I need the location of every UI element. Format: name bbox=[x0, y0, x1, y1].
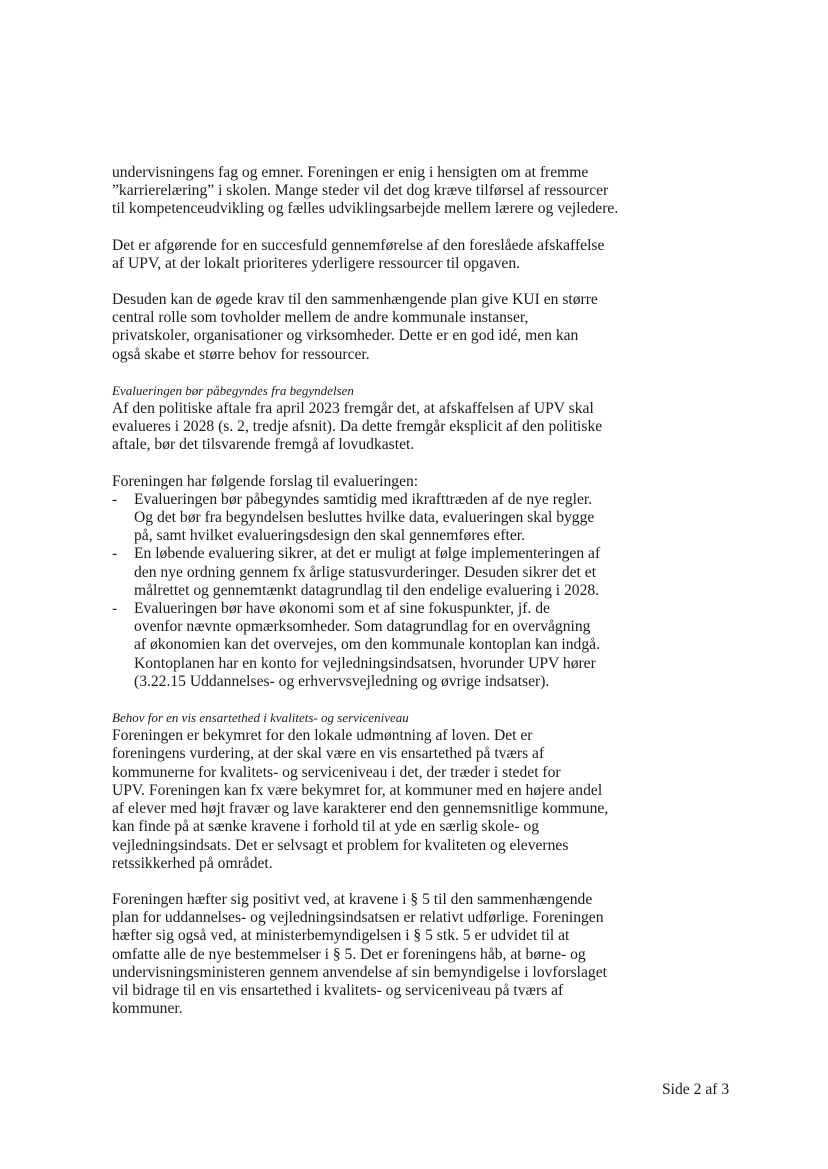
list-item bbox=[112, 545, 732, 600]
evaluation-intro bbox=[112, 473, 732, 491]
text-line: kommuner. bbox=[112, 1000, 183, 1018]
text-line: Foreningen hæfter sig positivt ved, at kravene i § 5 til den sammenhængende bbox=[112, 890, 593, 908]
bullet-dash: - bbox=[112, 490, 118, 508]
paragraph-career-learning bbox=[112, 164, 732, 219]
text-line: Og det bør fra begyndelsen besluttes hvilke data, evalueringen skal bygge bbox=[134, 509, 595, 527]
text-line: evalueres i 2028 (s. 2, tredje afsnit). Da dette fremgår eksplicit af den politiske bbox=[112, 418, 603, 436]
text-line: den nye ordning gennem fx årlige statusvurderinger. Desuden sikrer det et bbox=[134, 563, 597, 581]
text-line: undervisningsministeren gennem anvendelse af sin bemyndigelse i lovforslaget bbox=[112, 963, 607, 981]
text-line: undervisningens fag og emner. Foreningen er enig i hensigten om at fremme bbox=[112, 164, 589, 181]
text-line: Foreningen har følgende forslag til evalueringen: bbox=[112, 472, 419, 490]
section-uniformity bbox=[112, 709, 732, 873]
evaluation-proposal-list bbox=[112, 491, 732, 691]
bullet-dash: - bbox=[112, 545, 118, 563]
text-line: Det er afgørende for en succesfuld gennemførelse af den foreslåede afskaffelse bbox=[112, 236, 605, 254]
text-line: kommunerne for kvalitets- og serviceniveau i det, der træder i stedet for bbox=[112, 763, 561, 781]
text-line: på, samt hvilket evalueringsdesign den skal gennemføres efter. bbox=[134, 527, 526, 545]
text-line: vejledningsindsats. Det er selvsagt et problem for kvaliteten og elevernes bbox=[112, 836, 569, 854]
text-line: hæfter sig også ved, at ministerbemyndigelsen i § 5 stk. 5 er udvidet til at bbox=[112, 927, 570, 945]
text-line: Foreningen er bekymret for den lokale udmøntning af loven. Det er bbox=[112, 727, 533, 745]
text-line: Af den politiske aftale fra april 2023 fremgår det, at afskaffelsen af UPV skal bbox=[112, 400, 594, 418]
text-line: privatskoler, organisationer og virksomheder. Dette er en god idé, men kan bbox=[112, 327, 579, 345]
paragraph-resources bbox=[112, 237, 732, 273]
text-line: aftale, bør det tilsvarende fremgå af lovudkastet. bbox=[112, 436, 415, 454]
paragraph-closing bbox=[112, 891, 732, 1018]
text-line: omfatte alle de nye bestemmelser i § 5. Det er foreningens håb, at børne- og bbox=[112, 945, 586, 963]
text-line: (3.22.15 Uddannelses- og erhvervsvejledning og øvrige indsatser). bbox=[134, 672, 550, 690]
text-line: retssikkerhed på området. bbox=[112, 854, 273, 872]
text-line: til kompetenceudvikling og fælles udviklingsarbejde mellem lærere og vejledere. bbox=[112, 200, 619, 218]
text-line: ”karrierelæring” i skolen. Mange steder vil det dog kræve tilførsel af ressourcer bbox=[112, 182, 609, 200]
text-line: ovenfor nævnte opmærksomheder. Som datagrundlag for en overvågning bbox=[134, 618, 591, 636]
text-line: af UPV, at der lokalt prioriteres yderligere ressourcer til opgaven. bbox=[112, 254, 521, 272]
text-line: UPV. Foreningen kan fx være bekymret for, at kommuner med en højere andel bbox=[112, 781, 603, 799]
text-line: Kontoplanen har en konto for vejledningsindsatsen, hvorunder UPV hører bbox=[134, 654, 596, 672]
section-evaluation bbox=[112, 382, 732, 455]
section-heading-uniformity: Behov for en vis ensartethed i kvalitets- og serviceniveau bbox=[112, 710, 409, 726]
text-line: Evalueringen bør have økonomi som et af sine fokuspunkter, jf. de bbox=[134, 600, 550, 618]
text-line: også skabe et større behov for ressourcer. bbox=[112, 345, 370, 363]
text-line: Desuden kan de øgede krav til den sammenhængende plan give KUI en større bbox=[112, 291, 598, 309]
text-line: af økonomien kan det overvejes, om den kommunale kontoplan kan indgå. bbox=[134, 636, 600, 654]
text-line: central rolle som tovholder mellem de andre kommunale instanser, bbox=[112, 309, 529, 327]
text-line: foreningens vurdering, at der skal være en vis ensartethed på tværs af bbox=[112, 745, 545, 763]
text-line: plan for uddannelses- og vejledningsindsatsen er relativt udførlige. Foreningen bbox=[112, 909, 604, 927]
text-line: En løbende evaluering sikrer, at det er muligt at følge implementeringen af bbox=[134, 545, 601, 563]
text-line: Evalueringen bør påbegyndes samtidig med ikrafttræden af de nye regler. bbox=[134, 490, 593, 508]
text-line: af elever med højt fravær og lave karakterer end den gennemsnitlige kommune, bbox=[112, 800, 609, 818]
document-body bbox=[112, 164, 732, 1018]
bullet-dash: - bbox=[112, 600, 118, 618]
list-item bbox=[112, 600, 732, 691]
text-line: målrettet og gennemtænkt datagrundlag til den endelige evaluering i 2028. bbox=[134, 581, 600, 599]
text-line: kan finde på at sænke kravene i forhold til at yde en særlig skole- og bbox=[112, 818, 539, 836]
paragraph-kui-role bbox=[112, 291, 732, 364]
list-item bbox=[112, 491, 732, 546]
page-number: Side 2 af 3 bbox=[662, 1081, 730, 1098]
section-heading-evaluation: Evalueringen bør påbegyndes fra begyndelsen bbox=[112, 382, 354, 398]
text-line: vil bidrage til en vis ensartethed i kvalitets- og serviceniveau på tværs af bbox=[112, 981, 564, 999]
